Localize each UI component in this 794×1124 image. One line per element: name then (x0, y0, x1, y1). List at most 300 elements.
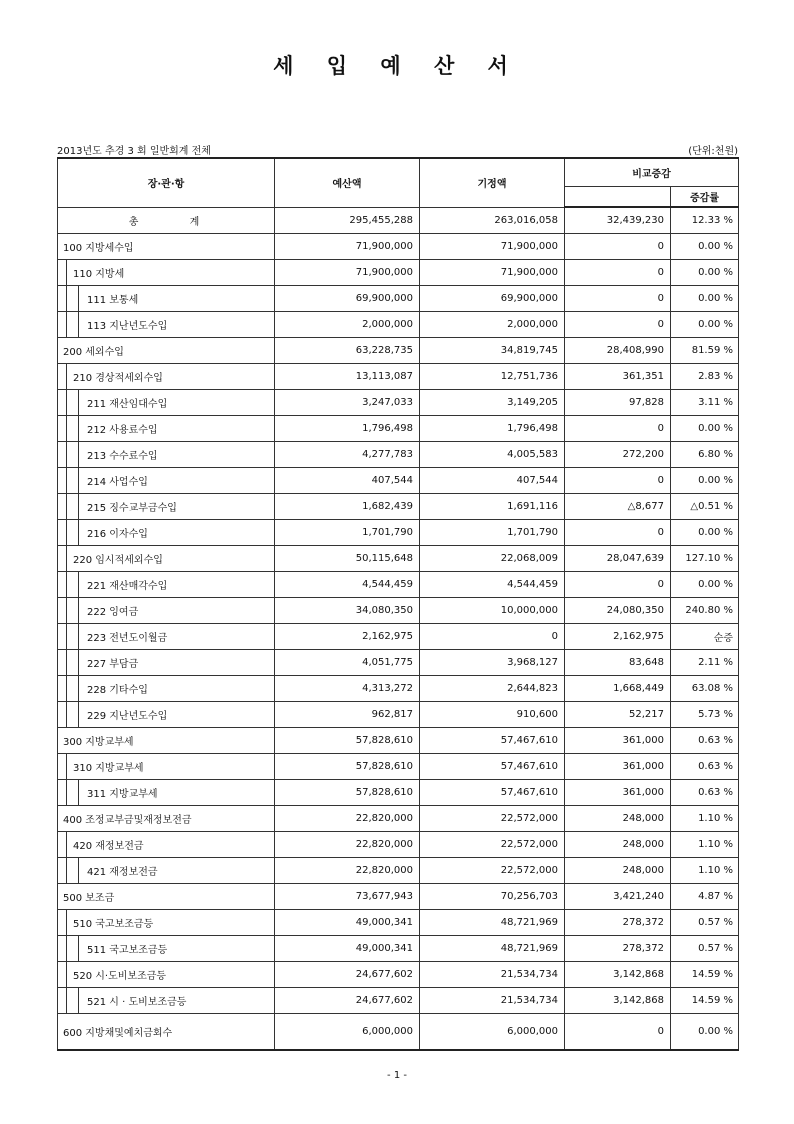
existing-cell: 4,005,583 (420, 442, 565, 468)
hierarchy-guide (66, 311, 67, 338)
existing-cell: 21,534,734 (420, 988, 565, 1014)
row-label-cell (58, 728, 275, 754)
rate-cell: 0.00 % (671, 234, 739, 260)
existing-cell: 1,701,790 (420, 520, 565, 546)
rate-cell: 5.73 % (671, 702, 739, 728)
diff-cell: 2,162,975 (565, 624, 671, 650)
budget-cell: 295,455,288 (275, 207, 420, 234)
rate-cell: 0.63 % (671, 780, 739, 806)
rate-cell: 0.00 % (671, 520, 739, 546)
hierarchy-guide (78, 857, 79, 884)
row-label-cell (58, 234, 275, 260)
existing-cell: 71,900,000 (420, 234, 565, 260)
existing-cell: 48,721,969 (420, 936, 565, 962)
hierarchy-guide (66, 779, 67, 806)
rate-cell: 12.33 % (671, 207, 739, 234)
budget-cell: 24,677,602 (275, 988, 420, 1014)
diff-cell: 278,372 (565, 910, 671, 936)
rate-cell: 0.00 % (671, 1014, 739, 1051)
header-rate: 증감률 (671, 187, 739, 208)
diff-cell: △8,677 (565, 494, 671, 520)
row-label: 310 지방교부세 (73, 763, 144, 774)
rate-cell: 1.10 % (671, 832, 739, 858)
budget-cell: 57,828,610 (275, 728, 420, 754)
diff-cell: 32,439,230 (565, 207, 671, 234)
table-row (58, 468, 739, 494)
diff-cell: 1,668,449 (565, 676, 671, 702)
rate-cell: 6.80 % (671, 442, 739, 468)
table-row (58, 780, 739, 806)
diff-cell: 248,000 (565, 806, 671, 832)
rate-cell: 0.00 % (671, 468, 739, 494)
budget-cell: 71,900,000 (275, 260, 420, 286)
existing-cell: 2,000,000 (420, 312, 565, 338)
table-row (58, 858, 739, 884)
rate-cell: 63.08 % (671, 676, 739, 702)
row-label-cell (58, 598, 275, 624)
hierarchy-guide (78, 311, 79, 338)
rate-cell: 14.59 % (671, 988, 739, 1014)
budget-cell: 57,828,610 (275, 780, 420, 806)
row-label-cell (58, 286, 275, 312)
diff-cell: 0 (565, 260, 671, 286)
row-label: 212 사용료수입 (87, 425, 158, 436)
budget-cell: 962,817 (275, 702, 420, 728)
table-row (58, 988, 739, 1014)
budget-cell: 3,247,033 (275, 390, 420, 416)
row-label-wrap (58, 780, 274, 805)
row-label-cell (58, 624, 275, 650)
table-body (58, 207, 739, 1050)
hierarchy-guide (78, 649, 79, 676)
budget-cell: 6,000,000 (275, 1014, 420, 1051)
budget-cell: 407,544 (275, 468, 420, 494)
table-row (58, 546, 739, 572)
hierarchy-guide (66, 389, 67, 416)
row-label: 200 세외수입 (63, 347, 124, 358)
row-label: 229 지난년도수입 (87, 711, 168, 722)
row-label: 520 시·도비보조금등 (73, 971, 167, 982)
existing-cell: 407,544 (420, 468, 565, 494)
hierarchy-guide (66, 649, 67, 676)
table-row (58, 676, 739, 702)
hierarchy-guide (66, 987, 67, 1014)
row-label-wrap (58, 234, 274, 259)
rate-cell: 0.57 % (671, 936, 739, 962)
rate-cell: 0.00 % (671, 260, 739, 286)
rate-cell: 81.59 % (671, 338, 739, 364)
header-existing: 기정액 (420, 158, 565, 207)
row-label-cell (58, 338, 275, 364)
hierarchy-guide (78, 987, 79, 1014)
row-label-wrap (58, 884, 274, 909)
row-label-cell (58, 260, 275, 286)
row-label: 510 국고보조금등 (73, 919, 154, 930)
header-budget: 예산액 (275, 158, 420, 207)
diff-cell: 0 (565, 572, 671, 598)
document-title: 세 입 예 산 서 (273, 54, 521, 78)
row-label-cell (58, 650, 275, 676)
budget-cell: 4,051,775 (275, 650, 420, 676)
diff-cell: 0 (565, 286, 671, 312)
row-label-cell (58, 442, 275, 468)
table-row (58, 260, 739, 286)
existing-cell: 48,721,969 (420, 910, 565, 936)
row-label-wrap (58, 546, 274, 571)
rate-cell: △0.51 % (671, 494, 739, 520)
table-row (58, 1014, 739, 1051)
row-label-cell (58, 806, 275, 832)
diff-cell: 28,408,990 (565, 338, 671, 364)
row-label-cell (58, 520, 275, 546)
row-label: 215 징수교부금수입 (87, 503, 177, 514)
row-label: 421 재정보전금 (87, 867, 158, 878)
existing-cell: 34,819,745 (420, 338, 565, 364)
rate-cell: 2.83 % (671, 364, 739, 390)
table-row (58, 754, 739, 780)
table-row (58, 910, 739, 936)
budget-cell: 1,682,439 (275, 494, 420, 520)
row-label-wrap (58, 286, 274, 311)
row-label: 420 재정보전금 (73, 841, 144, 852)
budget-cell: 57,828,610 (275, 754, 420, 780)
row-label: 113 지난년도수입 (87, 321, 168, 332)
budget-cell: 1,701,790 (275, 520, 420, 546)
row-label-cell (58, 416, 275, 442)
hierarchy-guide (78, 441, 79, 468)
row-label-wrap (58, 676, 274, 701)
existing-cell: 2,644,823 (420, 676, 565, 702)
table-row (58, 832, 739, 858)
rate-cell: 0.00 % (671, 416, 739, 442)
existing-cell: 57,467,610 (420, 728, 565, 754)
row-label-wrap (58, 936, 274, 961)
row-label: 220 임시적세외수입 (73, 555, 163, 566)
hierarchy-guide (78, 519, 79, 546)
existing-cell: 57,467,610 (420, 780, 565, 806)
hierarchy-guide (66, 597, 67, 624)
row-label-wrap (58, 468, 274, 493)
diff-cell: 0 (565, 1014, 671, 1051)
rate-cell: 3.11 % (671, 390, 739, 416)
row-label-cell (58, 754, 275, 780)
existing-cell: 3,968,127 (420, 650, 565, 676)
rate-cell: 14.59 % (671, 962, 739, 988)
table-row (58, 650, 739, 676)
budget-cell: 2,000,000 (275, 312, 420, 338)
budget-cell: 22,820,000 (275, 806, 420, 832)
diff-cell: 3,421,240 (565, 884, 671, 910)
row-label-cell (58, 207, 275, 234)
table-row (58, 936, 739, 962)
row-label-wrap (58, 858, 274, 883)
hierarchy-guide (78, 493, 79, 520)
diff-cell: 0 (565, 416, 671, 442)
budget-cell: 22,820,000 (275, 832, 420, 858)
table-row (58, 624, 739, 650)
row-label-wrap (58, 312, 274, 337)
hierarchy-guide (78, 597, 79, 624)
header-comparison-blank (565, 187, 671, 208)
row-label-cell (58, 780, 275, 806)
hierarchy-guide (78, 467, 79, 494)
table-row (58, 572, 739, 598)
diff-cell: 361,351 (565, 364, 671, 390)
diff-cell: 0 (565, 234, 671, 260)
hierarchy-guide (66, 571, 67, 598)
existing-cell: 6,000,000 (420, 1014, 565, 1051)
hierarchy-guide (66, 753, 67, 780)
budget-cell: 4,277,783 (275, 442, 420, 468)
budget-cell: 24,677,602 (275, 962, 420, 988)
rate-cell: 0.00 % (671, 286, 739, 312)
page-number: - 1 - (387, 1070, 407, 1081)
row-label-cell (58, 832, 275, 858)
budget-cell: 50,115,648 (275, 546, 420, 572)
row-label-wrap (58, 624, 274, 649)
rate-cell: 1.10 % (671, 806, 739, 832)
existing-cell: 69,900,000 (420, 286, 565, 312)
row-label-wrap (58, 390, 274, 415)
row-label-wrap (58, 702, 274, 727)
row-label-wrap (58, 572, 274, 597)
rate-cell: 0.63 % (671, 728, 739, 754)
table-row (58, 520, 739, 546)
row-label: 400 조정교부금및재정보전금 (63, 815, 192, 826)
budget-cell: 4,544,459 (275, 572, 420, 598)
row-label-cell (58, 858, 275, 884)
budget-table (57, 157, 739, 1051)
table-row (58, 494, 739, 520)
row-label: 111 보통세 (87, 295, 139, 306)
row-label: 227 부담금 (87, 659, 139, 670)
rate-cell: 240.80 % (671, 598, 739, 624)
hierarchy-guide (66, 441, 67, 468)
hierarchy-guide (66, 493, 67, 520)
table-row (58, 702, 739, 728)
hierarchy-guide (78, 675, 79, 702)
row-label-cell (58, 364, 275, 390)
row-label-cell (58, 676, 275, 702)
row-label-wrap (58, 962, 274, 987)
rate-cell: 127.10 % (671, 546, 739, 572)
hierarchy-guide (66, 857, 67, 884)
table-row (58, 962, 739, 988)
table-row (58, 338, 739, 364)
row-label-cell (58, 572, 275, 598)
diff-cell: 0 (565, 520, 671, 546)
row-label-cell (58, 936, 275, 962)
row-label-cell (58, 962, 275, 988)
row-label-wrap (58, 520, 274, 545)
budget-cell: 4,313,272 (275, 676, 420, 702)
budget-cell: 2,162,975 (275, 624, 420, 650)
existing-cell: 1,691,116 (420, 494, 565, 520)
row-label: 216 이자수입 (87, 529, 148, 540)
row-label-wrap (58, 364, 274, 389)
hierarchy-guide (78, 415, 79, 442)
table-row (58, 312, 739, 338)
header-item: 장·관·항 (58, 158, 275, 207)
diff-cell: 361,000 (565, 728, 671, 754)
table-row (58, 416, 739, 442)
row-label-wrap (58, 910, 274, 935)
diff-cell: 0 (565, 468, 671, 494)
table-row (58, 598, 739, 624)
diff-cell: 52,217 (565, 702, 671, 728)
hierarchy-guide (78, 779, 79, 806)
budget-cell: 63,228,735 (275, 338, 420, 364)
budget-cell: 1,796,498 (275, 416, 420, 442)
rate-cell: 4.87 % (671, 884, 739, 910)
diff-cell: 0 (565, 312, 671, 338)
row-label-wrap (58, 208, 274, 234)
diff-cell: 28,047,639 (565, 546, 671, 572)
row-label-wrap (58, 494, 274, 519)
existing-cell: 22,572,000 (420, 858, 565, 884)
hierarchy-guide (66, 285, 67, 312)
hierarchy-guide (78, 701, 79, 728)
row-label-cell (58, 702, 275, 728)
existing-cell: 57,467,610 (420, 754, 565, 780)
budget-cell: 13,113,087 (275, 364, 420, 390)
row-label: 222 잉여금 (87, 607, 139, 618)
hierarchy-guide (66, 363, 67, 390)
rate-cell: 1.10 % (671, 858, 739, 884)
budget-cell: 71,900,000 (275, 234, 420, 260)
row-label-wrap (58, 728, 274, 753)
existing-cell: 12,751,736 (420, 364, 565, 390)
row-label-cell (58, 468, 275, 494)
row-label: 221 재산매각수입 (87, 581, 168, 592)
budget-cell: 69,900,000 (275, 286, 420, 312)
existing-cell: 1,796,498 (420, 416, 565, 442)
row-label-wrap (58, 754, 274, 779)
existing-cell: 4,544,459 (420, 572, 565, 598)
row-label-wrap (58, 260, 274, 285)
diff-cell: 3,142,868 (565, 988, 671, 1014)
existing-cell: 22,572,000 (420, 806, 565, 832)
existing-cell: 0 (420, 624, 565, 650)
existing-cell: 22,068,009 (420, 546, 565, 572)
row-label-wrap (58, 416, 274, 441)
row-label-wrap (58, 988, 274, 1013)
row-label-cell (58, 910, 275, 936)
row-label: 600 지방채및예치금회수 (63, 1028, 173, 1039)
existing-cell: 3,149,205 (420, 390, 565, 416)
diff-cell: 97,828 (565, 390, 671, 416)
table-row (58, 884, 739, 910)
row-label-wrap (58, 442, 274, 467)
row-label: 521 시 · 도비보조금등 (87, 997, 187, 1008)
existing-cell: 263,016,058 (420, 207, 565, 234)
hierarchy-guide (78, 389, 79, 416)
row-label: 210 경상적세외수입 (73, 373, 163, 384)
row-label-wrap (58, 832, 274, 857)
hierarchy-guide (78, 571, 79, 598)
row-label-wrap (58, 806, 274, 831)
row-label: 100 지방세수입 (63, 243, 134, 254)
diff-cell: 248,000 (565, 858, 671, 884)
row-label-wrap (58, 338, 274, 363)
diff-cell: 248,000 (565, 832, 671, 858)
budget-cell: 49,000,341 (275, 910, 420, 936)
budget-cell: 34,080,350 (275, 598, 420, 624)
row-label: 110 지방세 (73, 269, 125, 280)
rate-cell: 0.00 % (671, 572, 739, 598)
diff-cell: 83,648 (565, 650, 671, 676)
table-row (58, 390, 739, 416)
hierarchy-guide (66, 519, 67, 546)
hierarchy-guide (66, 467, 67, 494)
hierarchy-guide (66, 415, 67, 442)
table-row (58, 207, 739, 234)
row-label: 총 계 (128, 216, 224, 228)
rate-cell: 순증 (671, 624, 739, 650)
diff-cell: 3,142,868 (565, 962, 671, 988)
hierarchy-guide (66, 909, 67, 936)
row-label-wrap (58, 650, 274, 675)
row-label-cell (58, 546, 275, 572)
budget-cell: 22,820,000 (275, 858, 420, 884)
row-label-wrap (58, 598, 274, 623)
unit-label: (단위:천원) (688, 146, 738, 157)
hierarchy-guide (66, 623, 67, 650)
row-label: 213 수수료수입 (87, 451, 158, 462)
existing-cell: 21,534,734 (420, 962, 565, 988)
table-row (58, 286, 739, 312)
row-label: 214 사업수입 (87, 477, 148, 488)
row-label-cell (58, 988, 275, 1014)
row-label: 511 국고보조금등 (87, 945, 168, 956)
diff-cell: 24,080,350 (565, 598, 671, 624)
hierarchy-guide (66, 259, 67, 286)
hierarchy-guide (66, 961, 67, 988)
row-label: 311 지방교부세 (87, 789, 158, 800)
diff-cell: 278,372 (565, 936, 671, 962)
rate-cell: 2.11 % (671, 650, 739, 676)
subtitle: 2013년도 추경 3 회 일반회계 전체 (57, 146, 211, 157)
hierarchy-guide (78, 623, 79, 650)
table-row (58, 806, 739, 832)
row-label-cell (58, 312, 275, 338)
table-row (58, 234, 739, 260)
existing-cell: 10,000,000 (420, 598, 565, 624)
budget-cell: 49,000,341 (275, 936, 420, 962)
existing-cell: 71,900,000 (420, 260, 565, 286)
row-label: 211 재산임대수입 (87, 399, 168, 410)
table-row (58, 364, 739, 390)
row-label-cell (58, 884, 275, 910)
hierarchy-guide (66, 831, 67, 858)
existing-cell: 22,572,000 (420, 832, 565, 858)
row-label: 300 지방교부세 (63, 737, 134, 748)
rate-cell: 0.63 % (671, 754, 739, 780)
row-label-cell (58, 390, 275, 416)
table-row (58, 728, 739, 754)
hierarchy-guide (66, 935, 67, 962)
hierarchy-guide (78, 285, 79, 312)
row-label: 223 전년도이월금 (87, 633, 168, 644)
row-label: 228 기타수입 (87, 685, 148, 696)
hierarchy-guide (66, 675, 67, 702)
rate-cell: 0.57 % (671, 910, 739, 936)
diff-cell: 361,000 (565, 780, 671, 806)
table-row (58, 442, 739, 468)
existing-cell: 70,256,703 (420, 884, 565, 910)
diff-cell: 361,000 (565, 754, 671, 780)
row-label-cell (58, 494, 275, 520)
